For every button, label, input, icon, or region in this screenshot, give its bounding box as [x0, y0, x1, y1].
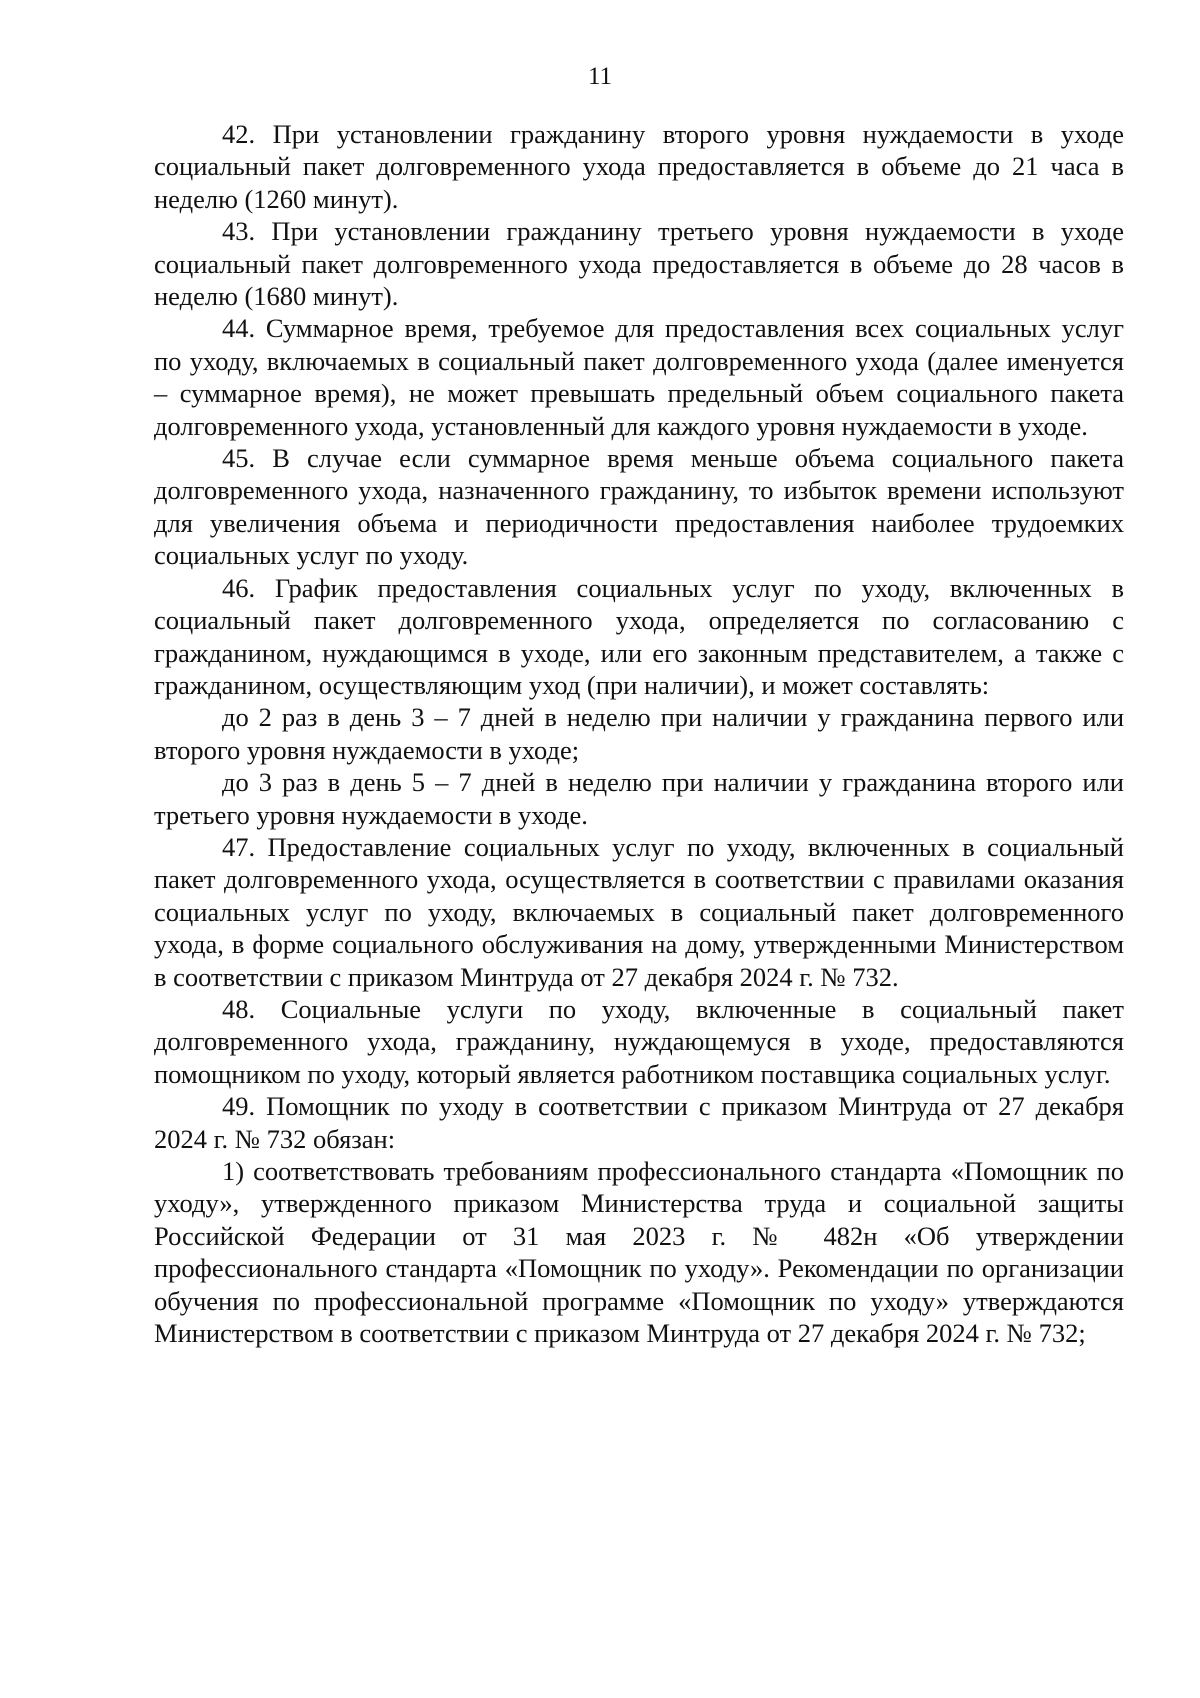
document-body [154, 118, 1124, 1349]
paragraph-49-item-1: 1) соответствовать требованиям профессионального стандарта «Помощник по уходу», утвержденного приказом Министерства труда и социальной защиты Российской Федерации от 31 мая 2023 г. № 482н «Об утверждении профессионального стандарта «Помощник по уходу». Рекомендации по организации обучения по профессиональной программе «Помощник по уходу» утверждаются Министерством в соответствии с приказом Минтруда от 27 декабря 2024 г. № 732; [154, 1156, 1124, 1349]
paragraph-46: 46. График предоставления социальных услуг по уходу, включенных в социальный пакет долговременного ухода, определяется по согласованию с гражданином, нуждающимся в уходе, или его законным представителем, а также с гражданином, осуществляющим уход (при наличии), и может составлять: [154, 572, 1124, 700]
paragraph-42: 42. При установлении гражданину второго уровня нуждаемости в уходе социальный пакет долговременного ухода предоставляется в объеме до 21 часа в неделю (1260 минут). [154, 119, 1124, 214]
paragraph-46-item-1: до 2 раз в день 3 – 7 дней в неделю при наличии у гражданина первого или второго уровня нуждаемости в уходе; [154, 702, 1124, 765]
paragraph-43: 43. При установлении гражданину третьего уровня нуждаемости в уходе социальный пакет долговременного ухода предоставляется в объеме до 28 часов в неделю (1680 минут). [154, 216, 1124, 312]
paragraph-45: 45. В случае если суммарное время меньше объема социального пакета долговременного ухода, назначенного гражданину, то избыток времени используют для увеличения объема и периодичности предоставления наиболее трудоемких социальных услуг по уходу. [154, 443, 1124, 571]
paragraph-47: 47. Предоставление социальных услуг по уходу, включенных в социальный пакет долговременного ухода, осуществляется в соответствии с правилами оказания социальных услуг по уходу, включаемых в социальный пакет долговременного ухода, в форме социального обслуживания на дому, утвержденными Министерством в соответствии с приказом Минтруда от 27 декабря 2024 г. № 732. [154, 831, 1124, 992]
page-number: 11 [587, 63, 613, 90]
paragraph-48: 48. Социальные услуги по уходу, включенные в социальный пакет долговременного ухода, гражданину, нуждающемуся в уходе, предоставляются помощником по уходу, который является работником поставщика социальных услуг. [154, 993, 1124, 1089]
paragraph-46-item-2: до 3 раз в день 5 – 7 дней в неделю при наличии у гражданина второго или третьего уровня нуждаемости в уходе. [154, 767, 1124, 830]
paragraph-49: 49. Помощник по уходу в соответствии с приказом Минтруда от 27 декабря 2024 г. № 732 обязан: [154, 1091, 1124, 1154]
paragraph-44: 44. Суммарное время, требуемое для предоставления всех социальных услуг по уходу, включаемых в социальный пакет долговременного ухода (далее именуется – суммарное время), не может превышать предельный объем социального пакета долговременного ухода, установленный для каждого уровня нуждаемости в уходе. [154, 313, 1124, 441]
